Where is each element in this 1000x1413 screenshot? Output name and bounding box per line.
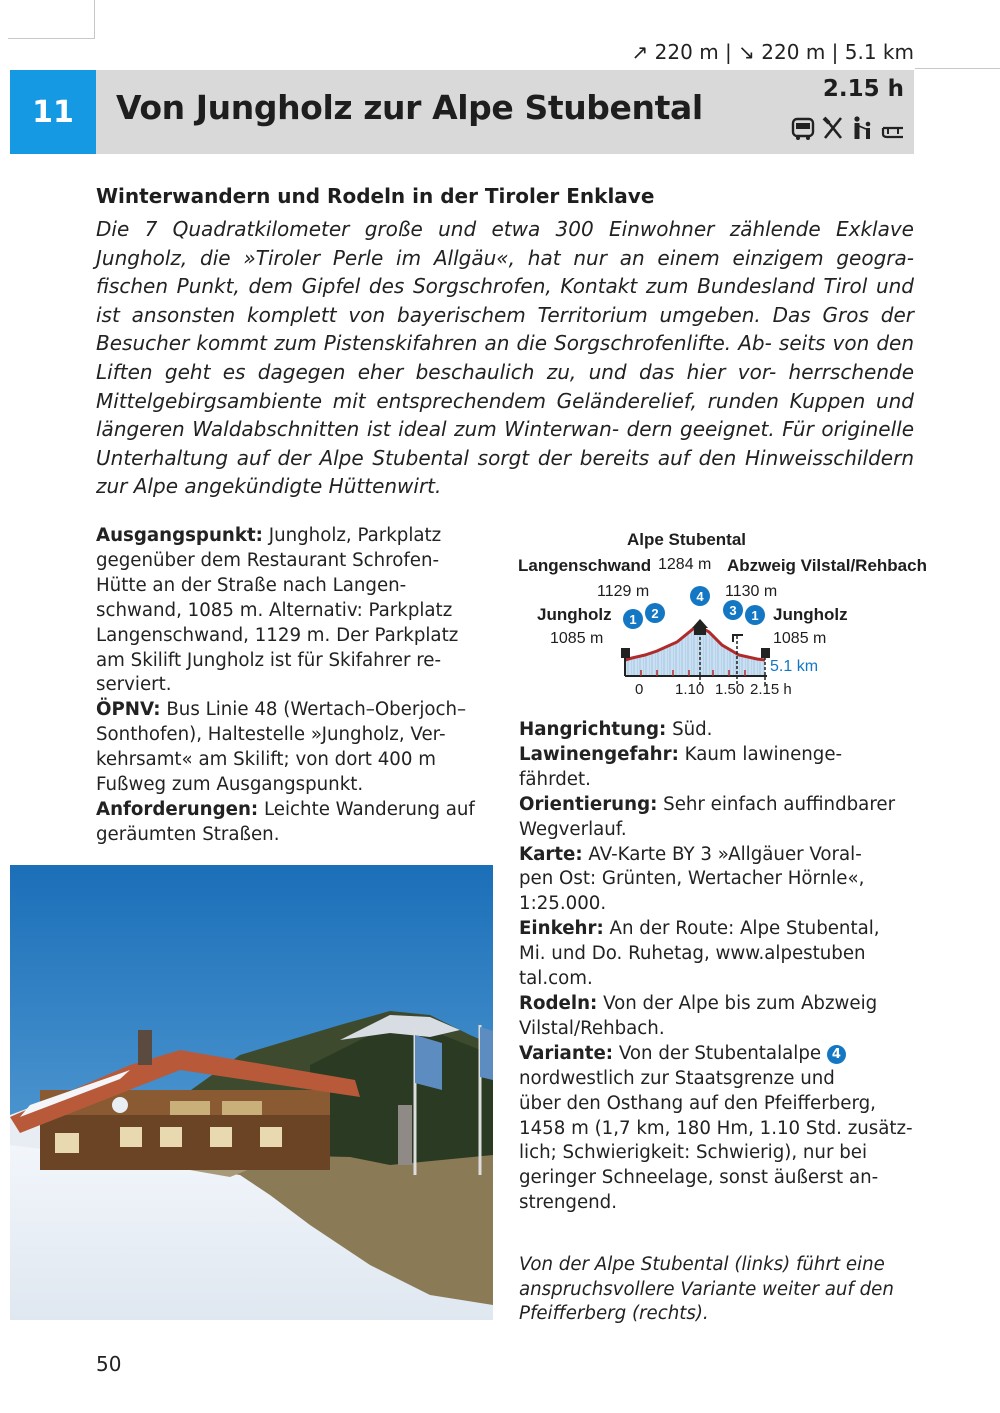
family-icon xyxy=(850,114,876,142)
info-text: gegenüber dem Restaurant Schrofen- xyxy=(96,549,440,571)
profile-end-elev: 1085 m xyxy=(773,630,827,647)
divider-line xyxy=(915,68,1000,69)
info-rodeln xyxy=(519,992,919,1042)
svg-text:2: 2 xyxy=(651,606,659,621)
profile-start-elev: 1085 m xyxy=(550,630,604,647)
profile-start-name: Jungholz xyxy=(537,605,612,624)
waypoint-3-icon xyxy=(723,600,743,620)
info-text: kehrsamt« am Skilift; von dort 400 m xyxy=(96,749,436,771)
info-text: Jungholz, Parkplatz xyxy=(262,525,442,546)
info-label: Anforderungen: xyxy=(96,798,259,820)
info-text: pen Ost: Grünten, Wertacher Hörnle«, xyxy=(519,868,865,890)
info-karte xyxy=(519,843,919,918)
photo-caption xyxy=(519,1253,919,1327)
svg-text:1: 1 xyxy=(629,612,637,627)
info-text: schwand, 1085 m. Alternativ: Parkplatz xyxy=(96,599,453,621)
profile-time-tick: 1.10 xyxy=(675,681,705,696)
info-text: serviert. xyxy=(96,674,172,696)
profile-end-name: Jungholz xyxy=(773,605,848,624)
bus-stop-icon xyxy=(761,648,770,658)
info-text: am Skilift Jungholz ist für Skifahrer re- xyxy=(96,649,442,671)
profile-right-mid-name: Abzweig Vilstal/Rehbach xyxy=(727,556,927,575)
info-text: Vilstal/Rehbach. xyxy=(519,1017,665,1039)
intro-line: runden Kuppen und längeren Waldabschnitten ist ideal zum Winterwan- xyxy=(96,388,915,442)
info-text: Von der Alpe bis zum Abzweig xyxy=(597,992,878,1014)
info-text: 1:25.000. xyxy=(519,893,607,915)
profile-top-elev: 1284 m xyxy=(658,556,712,573)
elevation-profile xyxy=(517,524,940,696)
intro-line: dern geeignet. Für originelle Unterhaltung auf der Alpe Stubental sorgt der xyxy=(96,417,915,470)
info-text: Sonthofen), Haltestelle »Jungholz, Ver- xyxy=(96,724,446,746)
profile-time-tick: 0 xyxy=(635,681,644,696)
info-label: Rodeln: xyxy=(519,992,598,1014)
info-einkehr xyxy=(519,917,919,992)
info-text: fährdet. xyxy=(519,768,591,790)
restaurant-icon xyxy=(820,114,846,142)
intro-line: seits von den Liften geht es dagegen eher beschaulich zu, und das hier vor- xyxy=(96,331,915,384)
profile-top-name: Alpe Stubental xyxy=(627,530,747,549)
info-text: Süd. xyxy=(666,719,713,740)
svg-text:4: 4 xyxy=(696,589,704,604)
profile-time-tick: 2.15 h xyxy=(750,681,792,696)
svg-text:3: 3 xyxy=(729,603,737,618)
profile-left-mid-name: Langenschwand xyxy=(518,556,652,575)
waypoint-1-icon xyxy=(745,605,765,625)
info-oepnv xyxy=(96,698,496,798)
info-label: ÖPNV: xyxy=(96,699,161,721)
intro-paragraph xyxy=(96,215,914,501)
info-anforderungen xyxy=(96,798,496,848)
info-lawinengefahr xyxy=(519,743,919,793)
waypoint-4-icon: 4 xyxy=(827,1045,846,1064)
info-text: lich; Schwierigkeit: Schwierig), nur bei xyxy=(519,1142,867,1164)
profile-distance: 5.1 km xyxy=(770,658,819,675)
sled-icon xyxy=(880,114,906,142)
tour-title: Von Jungholz zur Alpe Stubental xyxy=(116,88,703,127)
info-text: 1458 m (1,7 km, 180 Hm, 1.10 Std. zusätz- xyxy=(519,1117,913,1139)
info-label: Hangrichtung: xyxy=(519,719,667,740)
intro-line: fischen Punkt, dem Gipfel des Sorgschrofen, Kontakt zum Bundesland Tirol xyxy=(96,274,868,299)
ascent-value: 220 m xyxy=(654,40,719,64)
info-label: Einkehr: xyxy=(519,918,604,940)
info-text: Mi. und Do. Ruhetag, www.alpestuben xyxy=(519,943,866,965)
intro-line: und ist ansonsten komplett von bayerischem Territorium umgeben. Das xyxy=(96,274,914,327)
info-text: über den Osthang auf den Pfeifferberg, xyxy=(519,1092,876,1114)
caption-line: Von der Alpe Stubental (links) führt eine xyxy=(519,1254,885,1275)
info-column-left xyxy=(96,524,496,848)
info-label: Variante: xyxy=(519,1042,614,1064)
info-column-right xyxy=(519,718,919,1216)
info-text: strengend. xyxy=(519,1192,617,1214)
junction-icon xyxy=(733,635,743,642)
crop-mark xyxy=(8,0,95,39)
info-text: Hütte an der Straße nach Langen- xyxy=(96,574,407,596)
bus-icon xyxy=(790,114,816,142)
tour-icons xyxy=(790,114,906,142)
tour-stats xyxy=(560,40,914,64)
info-text: Von der Stubentalalpe xyxy=(613,1042,827,1064)
info-label: Ausgangspunkt: xyxy=(96,525,263,546)
info-orientierung xyxy=(519,793,919,843)
page-number: 50 xyxy=(96,1352,122,1376)
info-variante xyxy=(519,1042,919,1216)
intro-line: bereits auf den Hinweisschildern zur Alpe angekündigte Hüttenwirt. xyxy=(96,445,914,499)
info-text: Fußweg zum Ausgangspunkt. xyxy=(96,774,364,796)
info-label: Lawinengefahr: xyxy=(519,743,679,765)
profile-time-tick: 1.50 xyxy=(715,681,745,696)
svg-text:1: 1 xyxy=(751,608,759,623)
info-hangrichtung xyxy=(519,718,919,743)
info-text: Sehr einfach auffindbarer xyxy=(657,793,896,815)
waypoint-2-icon xyxy=(645,603,665,623)
info-text: tal.com. xyxy=(519,968,593,990)
descent-value: 220 m xyxy=(761,40,826,64)
info-label: Orientierung: xyxy=(519,793,658,815)
hut-photo xyxy=(10,865,493,1320)
intro-line: Jungholz, die »Tiroler Perle im Allgäu«, hat nur an einem einzigem geogra- xyxy=(96,245,914,270)
info-ausgangspunkt xyxy=(96,524,496,698)
hut-icon xyxy=(692,619,708,635)
info-text: Wegverlauf. xyxy=(519,818,627,840)
section-subheading: Winterwandern und Rodeln in der Tiroler Enklave xyxy=(96,184,655,208)
waypoint-4-icon xyxy=(690,586,710,606)
waypoint-1-icon xyxy=(623,609,643,629)
info-text: AV-Karte BY 3 »Allgäuer Voral- xyxy=(582,843,862,865)
profile-right-mid-elev: 1130 m xyxy=(725,583,778,600)
descent-icon: ↘ xyxy=(738,40,755,64)
info-text: An der Route: Alpe Stubental, xyxy=(603,918,880,940)
intro-line: herrschende Mittelgebirgsambiente mit entsprechendem Geländerelief, xyxy=(96,359,915,413)
profile-left-mid-elev: 1129 m xyxy=(597,583,650,600)
info-text: Kaum lawinenge- xyxy=(678,743,843,765)
info-text: Bus Linie 48 (Wertach–Oberjoch– xyxy=(160,699,467,721)
info-text: nordwestlich zur Staatsgrenze und xyxy=(519,1067,835,1089)
separator: | xyxy=(725,40,739,64)
ascent-icon: ↗ xyxy=(631,40,649,64)
info-text: geräumten Straßen. xyxy=(96,823,280,845)
distance-value: 5.1 km xyxy=(844,40,914,64)
tour-number: 11 xyxy=(10,70,96,154)
info-text: geringer Schneelage, sonst äußerst an- xyxy=(519,1167,879,1189)
tour-duration: 2.15 h xyxy=(822,76,904,102)
info-text: Leichte Wanderung auf xyxy=(258,798,475,820)
caption-line: anspruchsvollere Variante weiter auf den xyxy=(519,1278,894,1300)
caption-line: Pfeifferberg (rechts). xyxy=(519,1303,709,1325)
info-label: Karte: xyxy=(519,843,583,865)
separator: | xyxy=(831,40,845,64)
tour-header xyxy=(10,70,914,154)
info-text: Langenschwand, 1129 m. Der Parkplatz xyxy=(96,624,459,646)
intro-line: Die 7 Quadratkilometer große und etwa 300 Einwohner zählende Exklave xyxy=(96,217,914,241)
intro-line: Gros der Besucher kommt zum Pistenskifahren an die Sorgschrofenlifte. Ab- xyxy=(96,302,915,356)
